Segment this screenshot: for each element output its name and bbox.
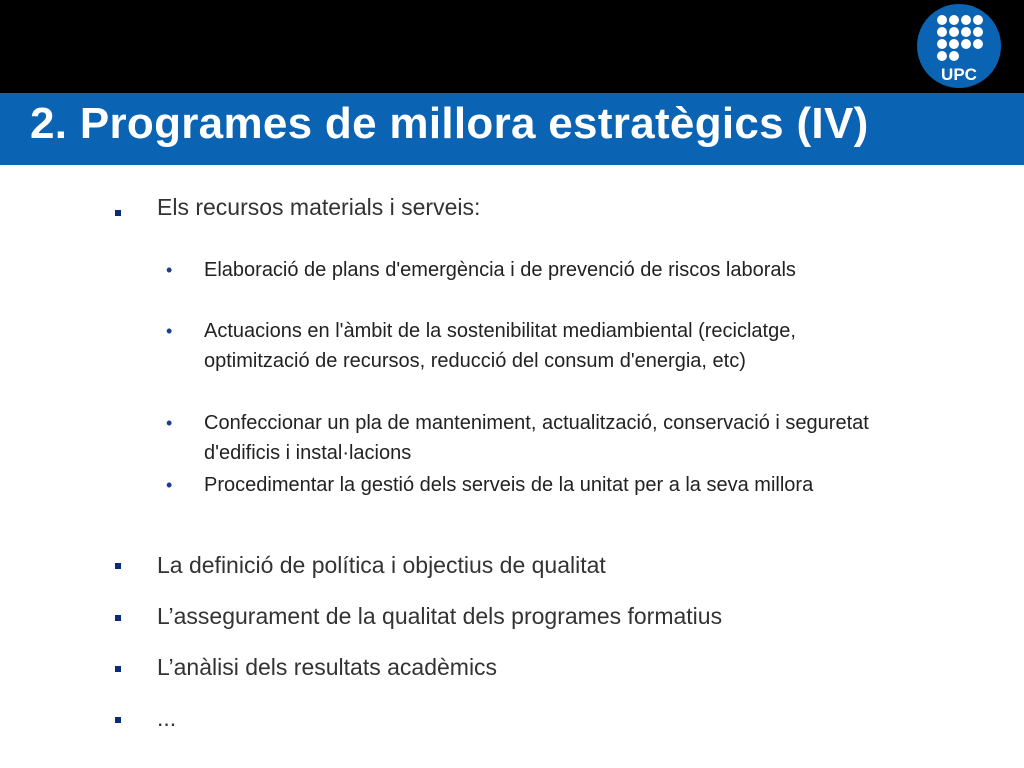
- top-black-band: [0, 0, 1024, 93]
- dot-bullet-icon: •: [166, 413, 173, 433]
- dot-bullet-icon: •: [166, 475, 173, 495]
- bullet-item: La definició de política i objectius de qualitat: [157, 552, 606, 578]
- dot-bullet-icon: •: [166, 321, 173, 341]
- title-band: [0, 93, 1024, 165]
- bullet-item: L’anàlisi dels resultats acadèmics: [157, 654, 498, 680]
- slide-title: 2. Programes de millora estratègics (IV): [30, 99, 869, 148]
- sub-bullet-item: Elaboració de plans d'emergència i de prevenció de riscos laborals: [204, 259, 796, 281]
- square-bullet-icon: [115, 717, 121, 723]
- square-bullet-icon: [115, 210, 121, 216]
- square-bullet-icon: [115, 563, 121, 569]
- square-bullet-icon: [115, 615, 121, 621]
- bullet-item: Els recursos materials i serveis:: [157, 194, 481, 220]
- bullet-item: L’assegurament de la qualitat dels programes formatius: [157, 603, 723, 629]
- square-bullet-icon: [115, 666, 121, 672]
- sub-bullet-item: Actuacions en l'àmbit de la sostenibilitat mediambiental (reciclatge, optimització de recursos, reducció del consum d'energia, etc): [204, 320, 796, 372]
- dot-bullet-icon: •: [166, 260, 173, 280]
- sub-bullet-item: Confeccionar un pla de manteniment, actualització, conservació i seguretat d'edificis i instal·lacions: [204, 412, 869, 464]
- upc-logo-mark: [917, 4, 1001, 88]
- upc-logo-text: UPC: [941, 65, 977, 84]
- upc-logo: [917, 4, 1001, 88]
- bullet-item: ...: [157, 705, 177, 731]
- sub-bullet-item: Procedimentar la gestió dels serveis de la unitat per a la seva millora: [204, 474, 814, 496]
- slide-content: [0, 165, 1024, 768]
